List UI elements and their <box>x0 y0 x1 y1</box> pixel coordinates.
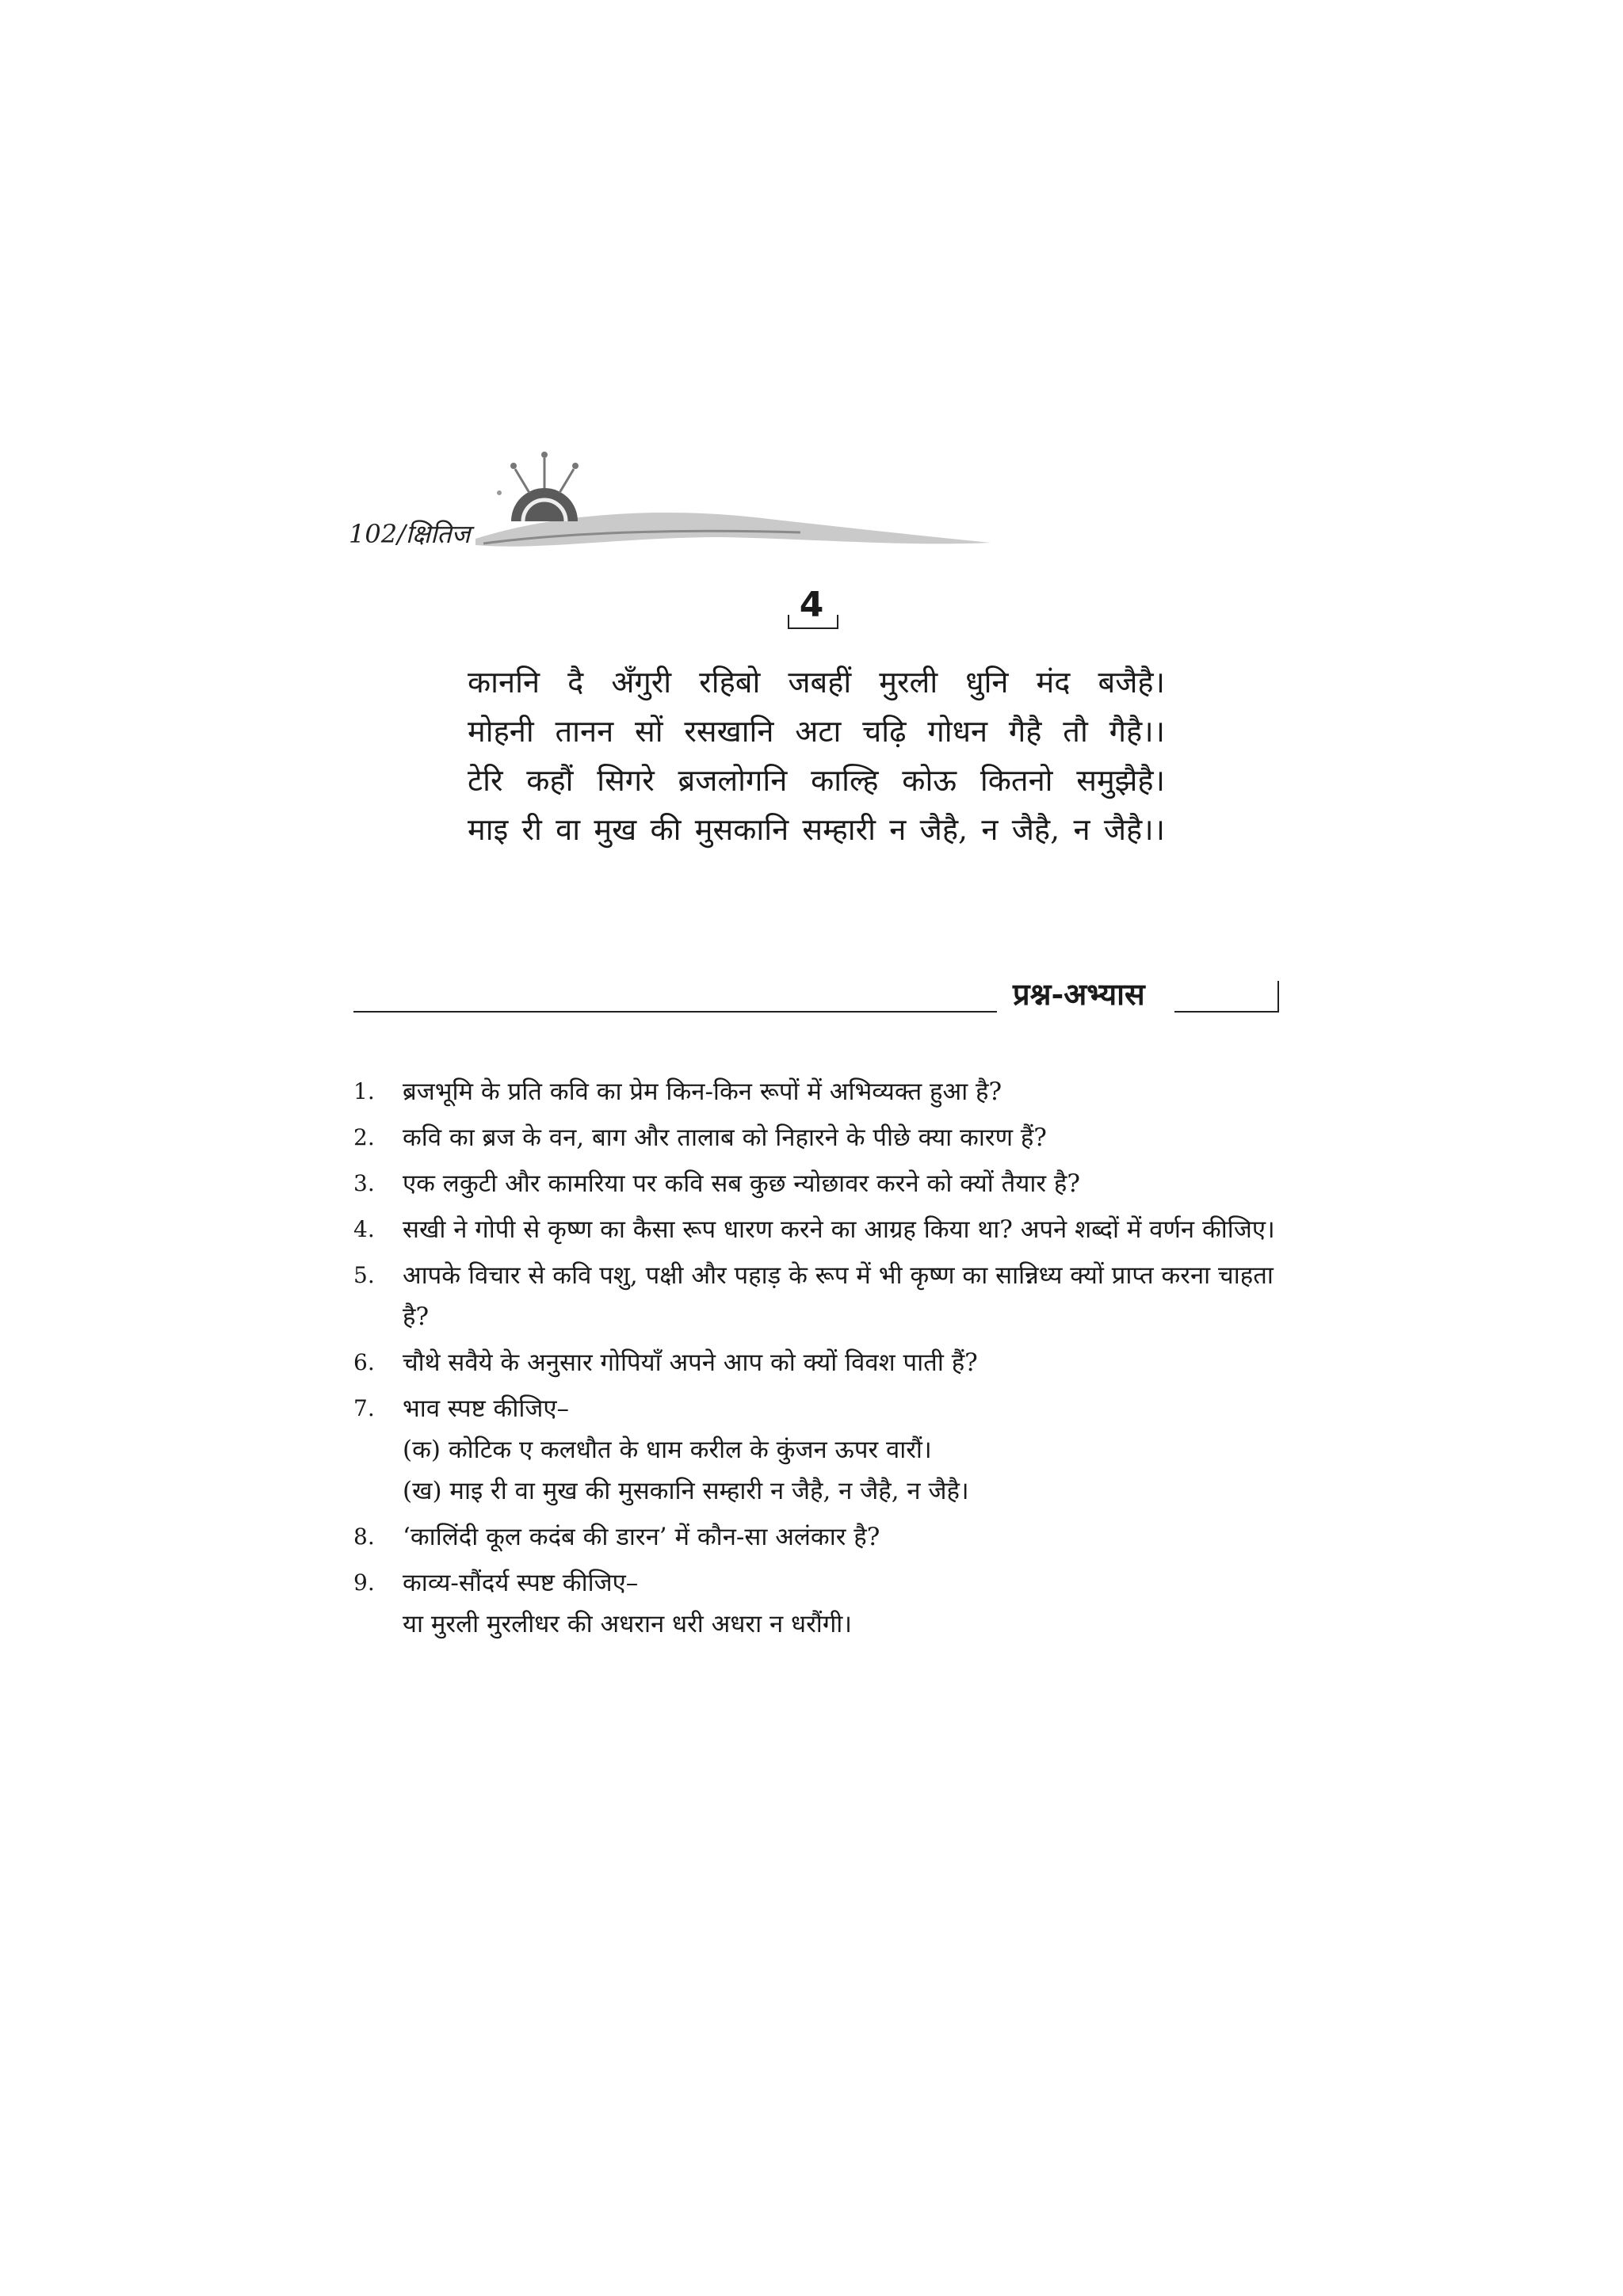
question-number: 3. <box>353 1170 375 1196</box>
question-subpart: या मुरली मुरलीधर की अधरान धरी अधरा न धरौंगी। <box>403 1610 853 1638</box>
question-item <box>353 1117 1289 1158</box>
section-title: प्रश्न-अभ्यास <box>1013 976 1145 1012</box>
page-label: 102/क्षितिज <box>349 519 471 549</box>
section-rule-left <box>353 1011 997 1013</box>
question-text: सखी ने गोपी से कृष्ण का कैसा रूप धारण करने का आग्रह किया था? अपने शब्दों में वर्णन कीजिए। <box>403 1215 1275 1244</box>
header-illustration <box>468 444 999 563</box>
poem-number-bracket <box>788 615 838 629</box>
question-number: 5. <box>353 1262 375 1288</box>
question-text: काव्य-सौंदर्य स्पष्ट कीजिए– <box>403 1569 639 1597</box>
question-item <box>353 1388 1289 1512</box>
question-item <box>353 1342 1289 1383</box>
question-subpart: (क) कोटिक ए कलधौत के धाम करील के कुंजन ऊपर वारौं। <box>403 1436 932 1464</box>
question-number: 7. <box>353 1395 375 1421</box>
question-item <box>353 1255 1289 1337</box>
poem-line: माइ री वा मुख की मुसकानि सम्हारी न जैहै, न जैहै, न जैहै।। <box>468 812 1165 847</box>
question-item <box>353 1562 1289 1645</box>
poem-number: 4 <box>799 585 824 625</box>
question-item <box>353 1071 1289 1112</box>
poem-line: टेरि कहौं सिगरे ब्रजलोगनि काल्हि कोऊ कितनो समुझैहै। <box>468 763 1165 798</box>
poem-line: काननि दै अँगुरी रहिबो जबहीं मुरली धुनि मंद बजैहै। <box>468 665 1165 700</box>
question-text: एक लकुटी और कामरिया पर कवि सब कुछ न्योछावर करने को क्यों तैयार है? <box>403 1169 1080 1198</box>
question-text: कवि का ब्रज के वन, बाग और तालाब को निहारने के पीछे क्या कारण हैं? <box>403 1123 1047 1152</box>
section-rule-right <box>1174 1011 1277 1013</box>
question-text: चौथे सवैये के अनुसार गोपियाँ अपने आप को क्यों विवश पाती हैं? <box>403 1348 978 1377</box>
question-text: भाव स्पष्ट कीजिए– <box>403 1394 570 1423</box>
section-rule-tick <box>1277 981 1279 1013</box>
question-text: ब्रजभूमि के प्रति कवि का प्रेम किन-किन रूपों में अभिव्यक्त हुआ है? <box>403 1077 1002 1106</box>
question-text: आपके विचार से कवि पशु, पक्षी और पहाड़ के रूप में भी कृष्ण का सान्निध्य क्यों प्राप्त करना चाहता है? <box>403 1261 1274 1331</box>
question-number: 1. <box>353 1078 375 1104</box>
question-number: 4. <box>353 1216 375 1242</box>
question-text: ‘कालिंदी कूल कदंब की डारन’ में कौन-सा अलंकार है? <box>403 1523 880 1551</box>
question-item <box>353 1163 1289 1204</box>
question-subpart: (ख) माइ री वा मुख की मुसकानि सम्हारी न जैहै, न जैहै, न जैहै। <box>403 1477 969 1505</box>
question-number: 8. <box>353 1524 375 1550</box>
question-list <box>353 1071 1289 1650</box>
poem-stanza <box>468 658 1165 854</box>
question-number: 2. <box>353 1124 375 1150</box>
question-number: 6. <box>353 1349 375 1375</box>
question-number: 9. <box>353 1569 375 1596</box>
poem-line: मोहनी तानन सों रसखानि अटा चढ़ि गोधन गैहै तौ गैहै।। <box>468 714 1165 749</box>
page-header <box>349 444 999 563</box>
question-item <box>353 1209 1289 1250</box>
question-item <box>353 1516 1289 1558</box>
